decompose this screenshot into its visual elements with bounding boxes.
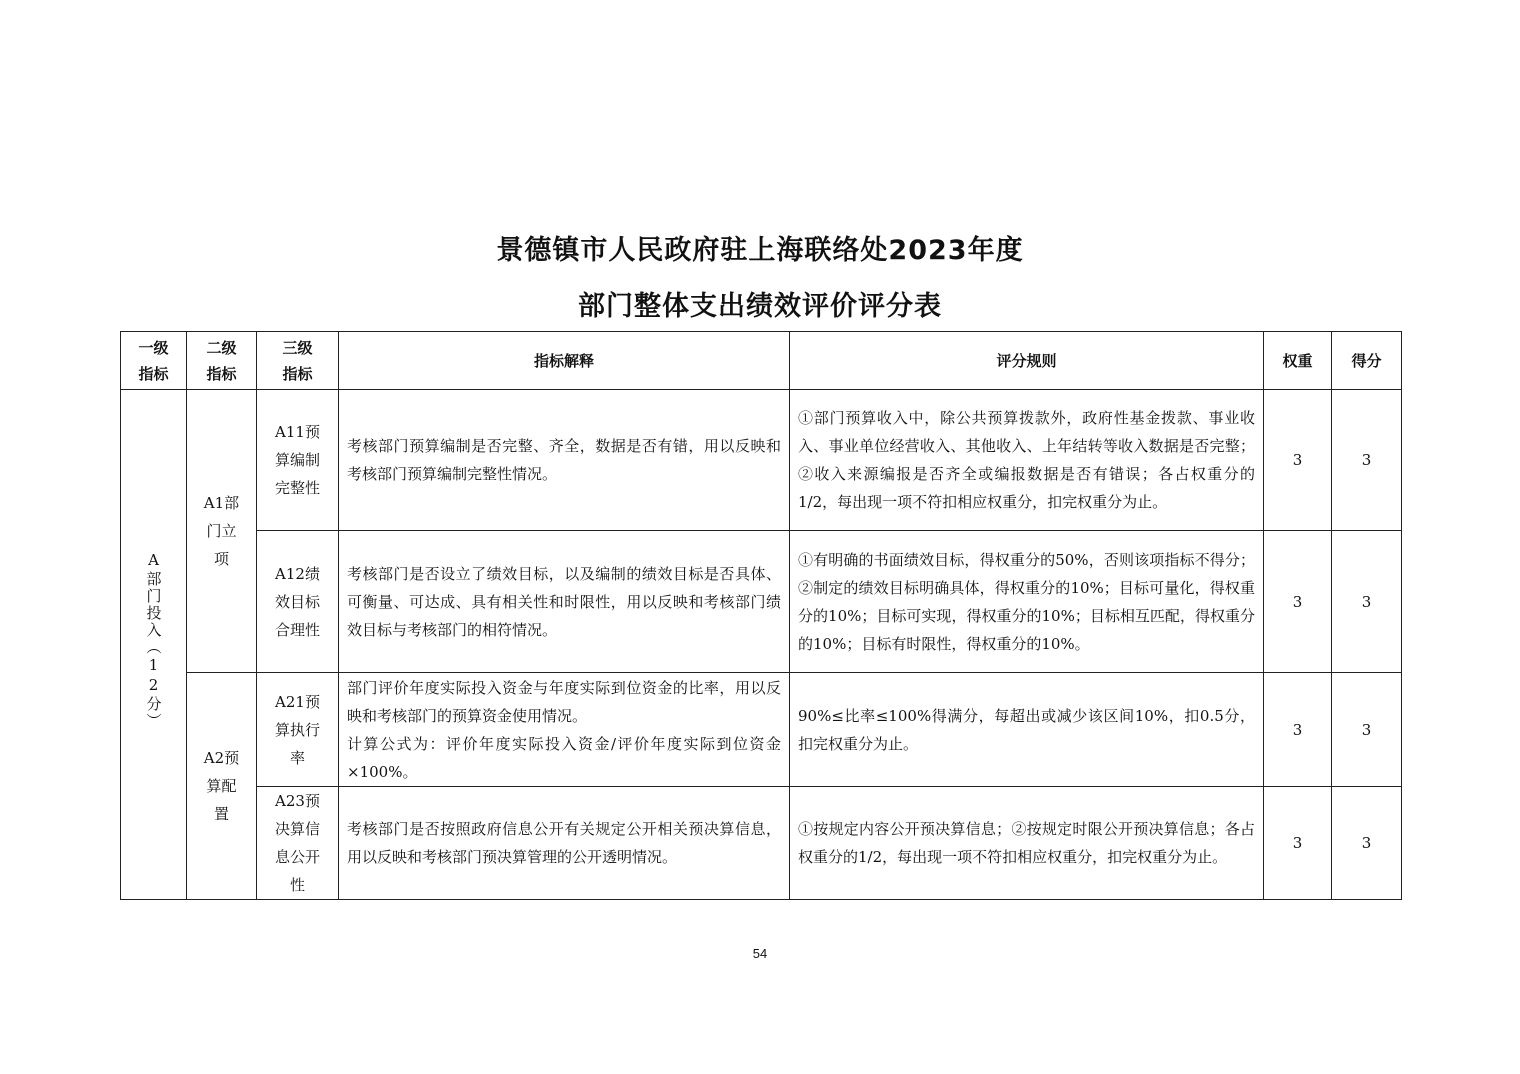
weight-cell: 3	[1264, 531, 1332, 673]
explanation-cell: 考核部门是否设立了绩效目标，以及编制的绩效目标是否具体、可衡量、可达成、具有相关性和时限性，用以反映和考核部门绩效目标与考核部门的相符情况。	[339, 531, 790, 673]
header-level1: 一级指标	[121, 332, 187, 390]
header-level3: 三级指标	[257, 332, 339, 390]
explanation-cell: 考核部门预算编制是否完整、齐全，数据是否有错，用以反映和考核部门预算编制完整性情况。	[339, 390, 790, 531]
explanation-cell: 考核部门是否按照政府信息公开有关规定公开相关预决算信息，用以反映和考核部门预决算管理的公开透明情况。	[339, 787, 790, 900]
level3-cell: A23预决算信息公开性	[257, 787, 339, 900]
score-cell: 3	[1332, 531, 1402, 673]
level3-cell: A11预算编制完整性	[257, 390, 339, 531]
table-row	[121, 787, 1402, 900]
document-subtitle: 部门整体支出绩效评价评分表	[578, 291, 942, 322]
level2-cell	[187, 390, 257, 673]
weight-cell: 3	[1264, 787, 1332, 900]
formula-text: 计算公式为：评价年度实际投入资金/评价年度实际到位资金×100%。	[347, 734, 781, 781]
level3-cell: A12绩效目标合理性	[257, 531, 339, 673]
table-row	[121, 390, 1402, 531]
header-score: 得分	[1332, 332, 1402, 390]
level1-label: A部门投入（12分）	[144, 550, 163, 730]
header-rule: 评分规则	[790, 332, 1264, 390]
header-level2: 二级指标	[187, 332, 257, 390]
explanation-cell: 部门评价年度实际投入资金与年度实际到位资金的比率，用以反映和考核部门的预算资金使用情况。 计算公式为：评价年度实际投入资金/评价年度实际到位资金×100%。	[339, 673, 790, 787]
level2-label: A2预算配置	[203, 749, 240, 823]
level2-label: A1部门立项	[203, 494, 240, 568]
score-cell: 3	[1332, 673, 1402, 787]
header-weight: 权重	[1264, 332, 1332, 390]
document-title: 景德镇市人民政府驻上海联络处2023年度	[496, 235, 1024, 266]
table-row	[121, 531, 1402, 673]
score-cell: 3	[1332, 390, 1402, 531]
page-number: 54	[752, 946, 768, 961]
table-row	[121, 673, 1402, 787]
header-row	[121, 332, 1402, 390]
rule-cell: 90%≤比率≤100%得满分，每超出或减少该区间10%，扣0.5分，扣完权重分为止。	[790, 673, 1264, 787]
level2-cell	[187, 673, 257, 900]
level3-cell: A21预算执行率	[257, 673, 339, 787]
rule-cell: ①部门预算收入中，除公共预算拨款外，政府性基金拨款、事业收入、事业单位经营收入、其他收入、上年结转等收入数据是否完整；②收入来源编报是否齐全或编报数据是否有错误；各占权重分的1/2，每出现一项不符扣相应权重分，扣完权重分为止。	[790, 390, 1264, 531]
score-cell: 3	[1332, 787, 1402, 900]
header-explanation: 指标解释	[339, 332, 790, 390]
weight-cell: 3	[1264, 673, 1332, 787]
weight-cell: 3	[1264, 390, 1332, 531]
rule-cell: ①按规定内容公开预决算信息；②按规定时限公开预决算信息；各占权重分的1/2，每出现一项不符扣相应权重分，扣完权重分为止。	[790, 787, 1264, 900]
rule-cell: ①有明确的书面绩效目标，得权重分的50%，否则该项指标不得分；②制定的绩效目标明确具体，得权重分的10%；目标可量化，得权重分的10%；目标可实现，得权重分的10%；目标相互匹配，得权重分的10%；目标有时限性，得权重分的10%。	[790, 531, 1264, 673]
level1-cell	[121, 390, 187, 900]
score-table	[120, 331, 1402, 900]
